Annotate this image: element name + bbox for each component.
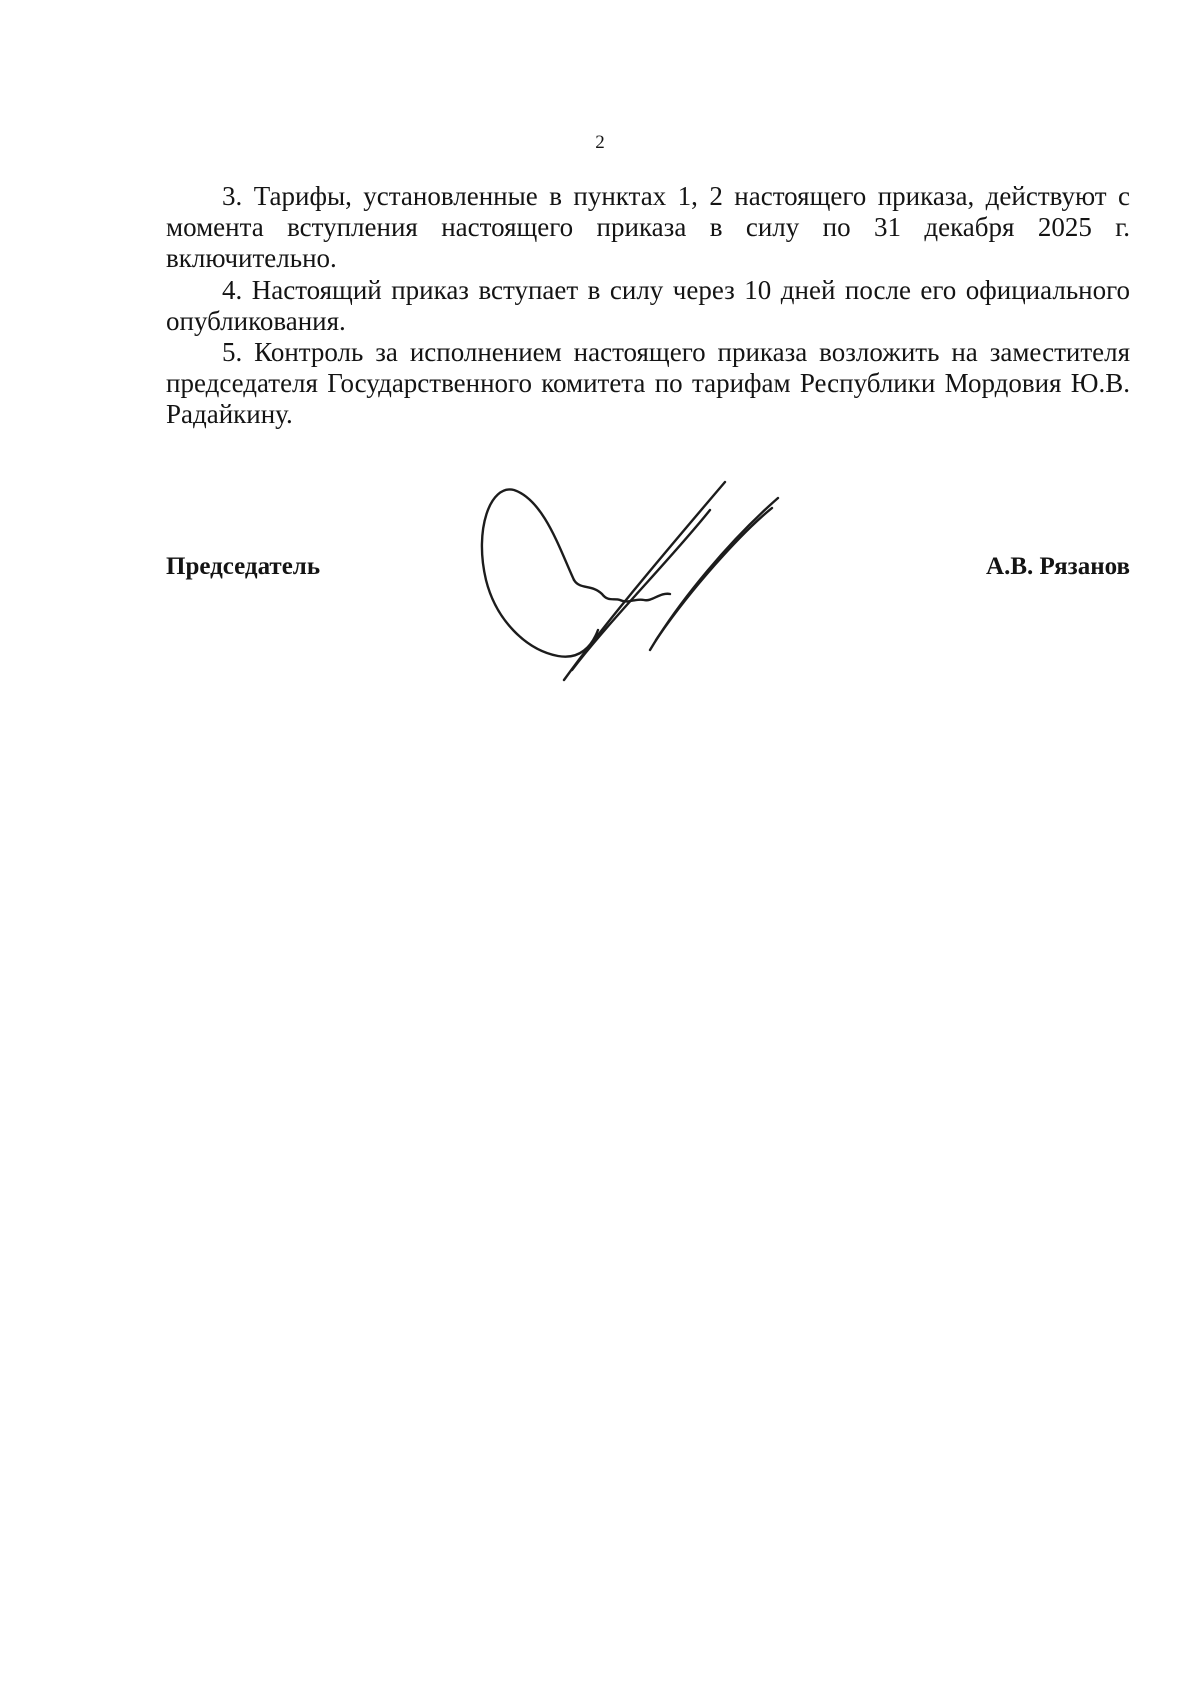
paragraph-3-tariffs: 3. Тарифы, установленные в пунктах 1, 2 настоящего приказа, действуют с момента вступления настоящего приказа в силу по 31 декабря 2025 г. включительно. [166,181,1130,274]
signature-right-stroke-2 [656,508,772,640]
signature-wave-stroke [574,580,670,601]
page-number: 2 [595,132,605,153]
signer-name: А.В. Рязанов [986,553,1130,580]
position-title: Председатель [166,553,321,580]
document-body [166,181,1130,431]
signature-diagonal-stroke-2 [572,510,710,670]
paragraph-4-effective-date: 4. Настоящий приказ вступает в силу через 10 дней после его официального опубликования. [166,274,1130,336]
signature-loop-stroke [482,489,598,656]
paragraph-5-control: 5. Контроль за исполнением настоящего приказа возложить на заместителя председателя Государственного комитета по тарифам Республики Мордовия Ю.В. Радайкину. [166,337,1130,430]
handwritten-signature [480,470,820,690]
